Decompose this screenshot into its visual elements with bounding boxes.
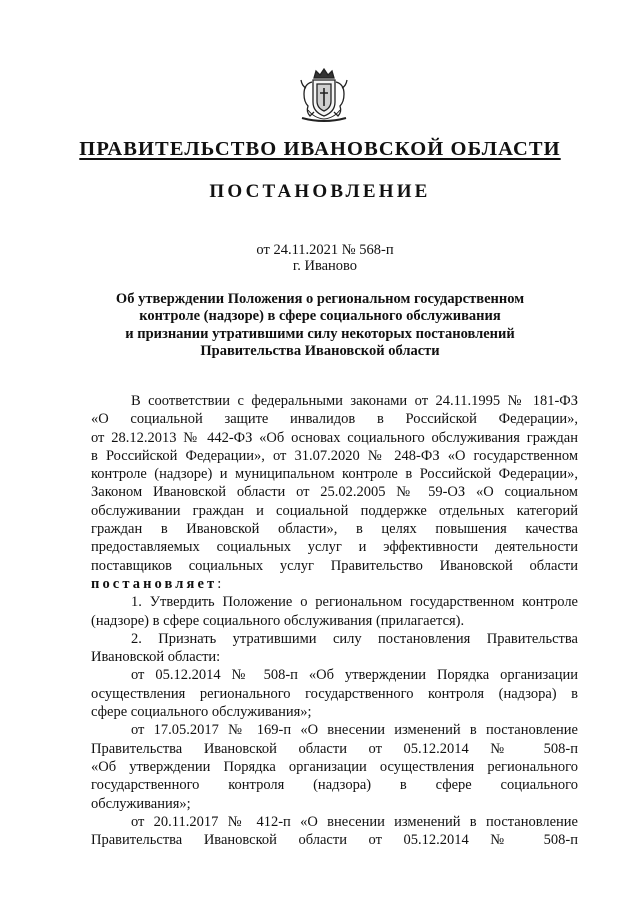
resolves-line (91, 575, 578, 593)
document-meta (0, 242, 640, 274)
document-subject (0, 291, 640, 361)
preamble-line: предоставляемых социальных услуг и эффективности деятельности (91, 539, 578, 556)
subject-line: Правительства Ивановской области (200, 343, 440, 360)
preamble-line: граждан в Ивановской области», в целях повышения качества (91, 521, 578, 538)
preamble-line: контроле (надзоре) и муниципальном контроле в Российской Федерации», (91, 466, 578, 483)
preamble-line: Законом Ивановской области от 25.02.2005 № 59-ОЗ «О социальном (91, 484, 578, 501)
preamble-line: от 28.12.2013 № 442-ФЗ «Об основах социального обслуживания граждан (91, 429, 578, 446)
item-2-line: Ивановской области: (91, 649, 221, 666)
preamble-line: в Российской Федерации», от 31.07.2020 № 248-ФЗ «О государственном (91, 447, 578, 464)
subject-line: и признании утратившими силу некоторых постановлений (125, 325, 515, 342)
item-1-line: 1. Утвердить Положение о региональном государственном контроле (131, 594, 578, 611)
repealed-item-line: от 05.12.2014 № 508-п «Об утверждении Порядка организации (131, 667, 578, 684)
preamble-line: «О социальной защите инвалидов в Российской Федерации», (91, 411, 578, 428)
repealed-item-line: осуществления регионального государственного контроля (надзора) в (91, 685, 578, 702)
repealed-item-line: «Об утверждении Порядка организации осуществления регионального (91, 758, 578, 775)
resolves-word: постановляет (91, 575, 218, 592)
subject-line: Об утверждении Положения о региональном государственном (115, 291, 525, 307)
subject-line: контроле (надзоре) в сфере социального обслуживания (139, 308, 501, 325)
document-type: ПОСТАНОВЛЕНИЕ (209, 181, 431, 202)
city: г. Иваново (292, 258, 358, 274)
repealed-item-line: от 17.05.2017 № 169-п «О внесении изменений в постановление (131, 722, 578, 739)
preamble-line: обслуживании граждан и социальной поддержке отдельных категорий (91, 502, 578, 519)
preamble-line: поставщиков социальных услуг Правительство Ивановской области (91, 557, 578, 574)
repealed-item-line: сфере социального обслуживания»; (91, 704, 312, 721)
repealed-item-line: Правительства Ивановской области от 05.12.2014 № 508-п (91, 832, 578, 849)
coat-of-arms-icon (296, 66, 352, 124)
date-number: от 24.11.2021 № 568-п (256, 242, 394, 258)
resolves-colon: : (217, 575, 222, 592)
preamble-line: В соответствии с федеральными законами от 24.11.1995 № 181-ФЗ (131, 393, 578, 409)
repealed-item-line: государственного контроля (надзора) в сфере социального (91, 777, 578, 794)
repealed-item-line: от 20.11.2017 № 412-п «О внесении изменений в постановление (131, 813, 578, 830)
repealed-item-line: Правительства Ивановской области от 05.12.2014 № 508-п (91, 740, 578, 757)
item-1-line: (надзоре) в сфере социального обслуживания (прилагается). (91, 612, 465, 629)
document-body (91, 392, 578, 849)
item-2-line: 2. Признать утратившими силу постановления Правительства (131, 630, 578, 647)
government-title: ПРАВИТЕЛЬСТВО ИВАНОВСКОЙ ОБЛАСТИ (79, 138, 561, 160)
repealed-item-line: обслуживания»; (91, 795, 191, 812)
